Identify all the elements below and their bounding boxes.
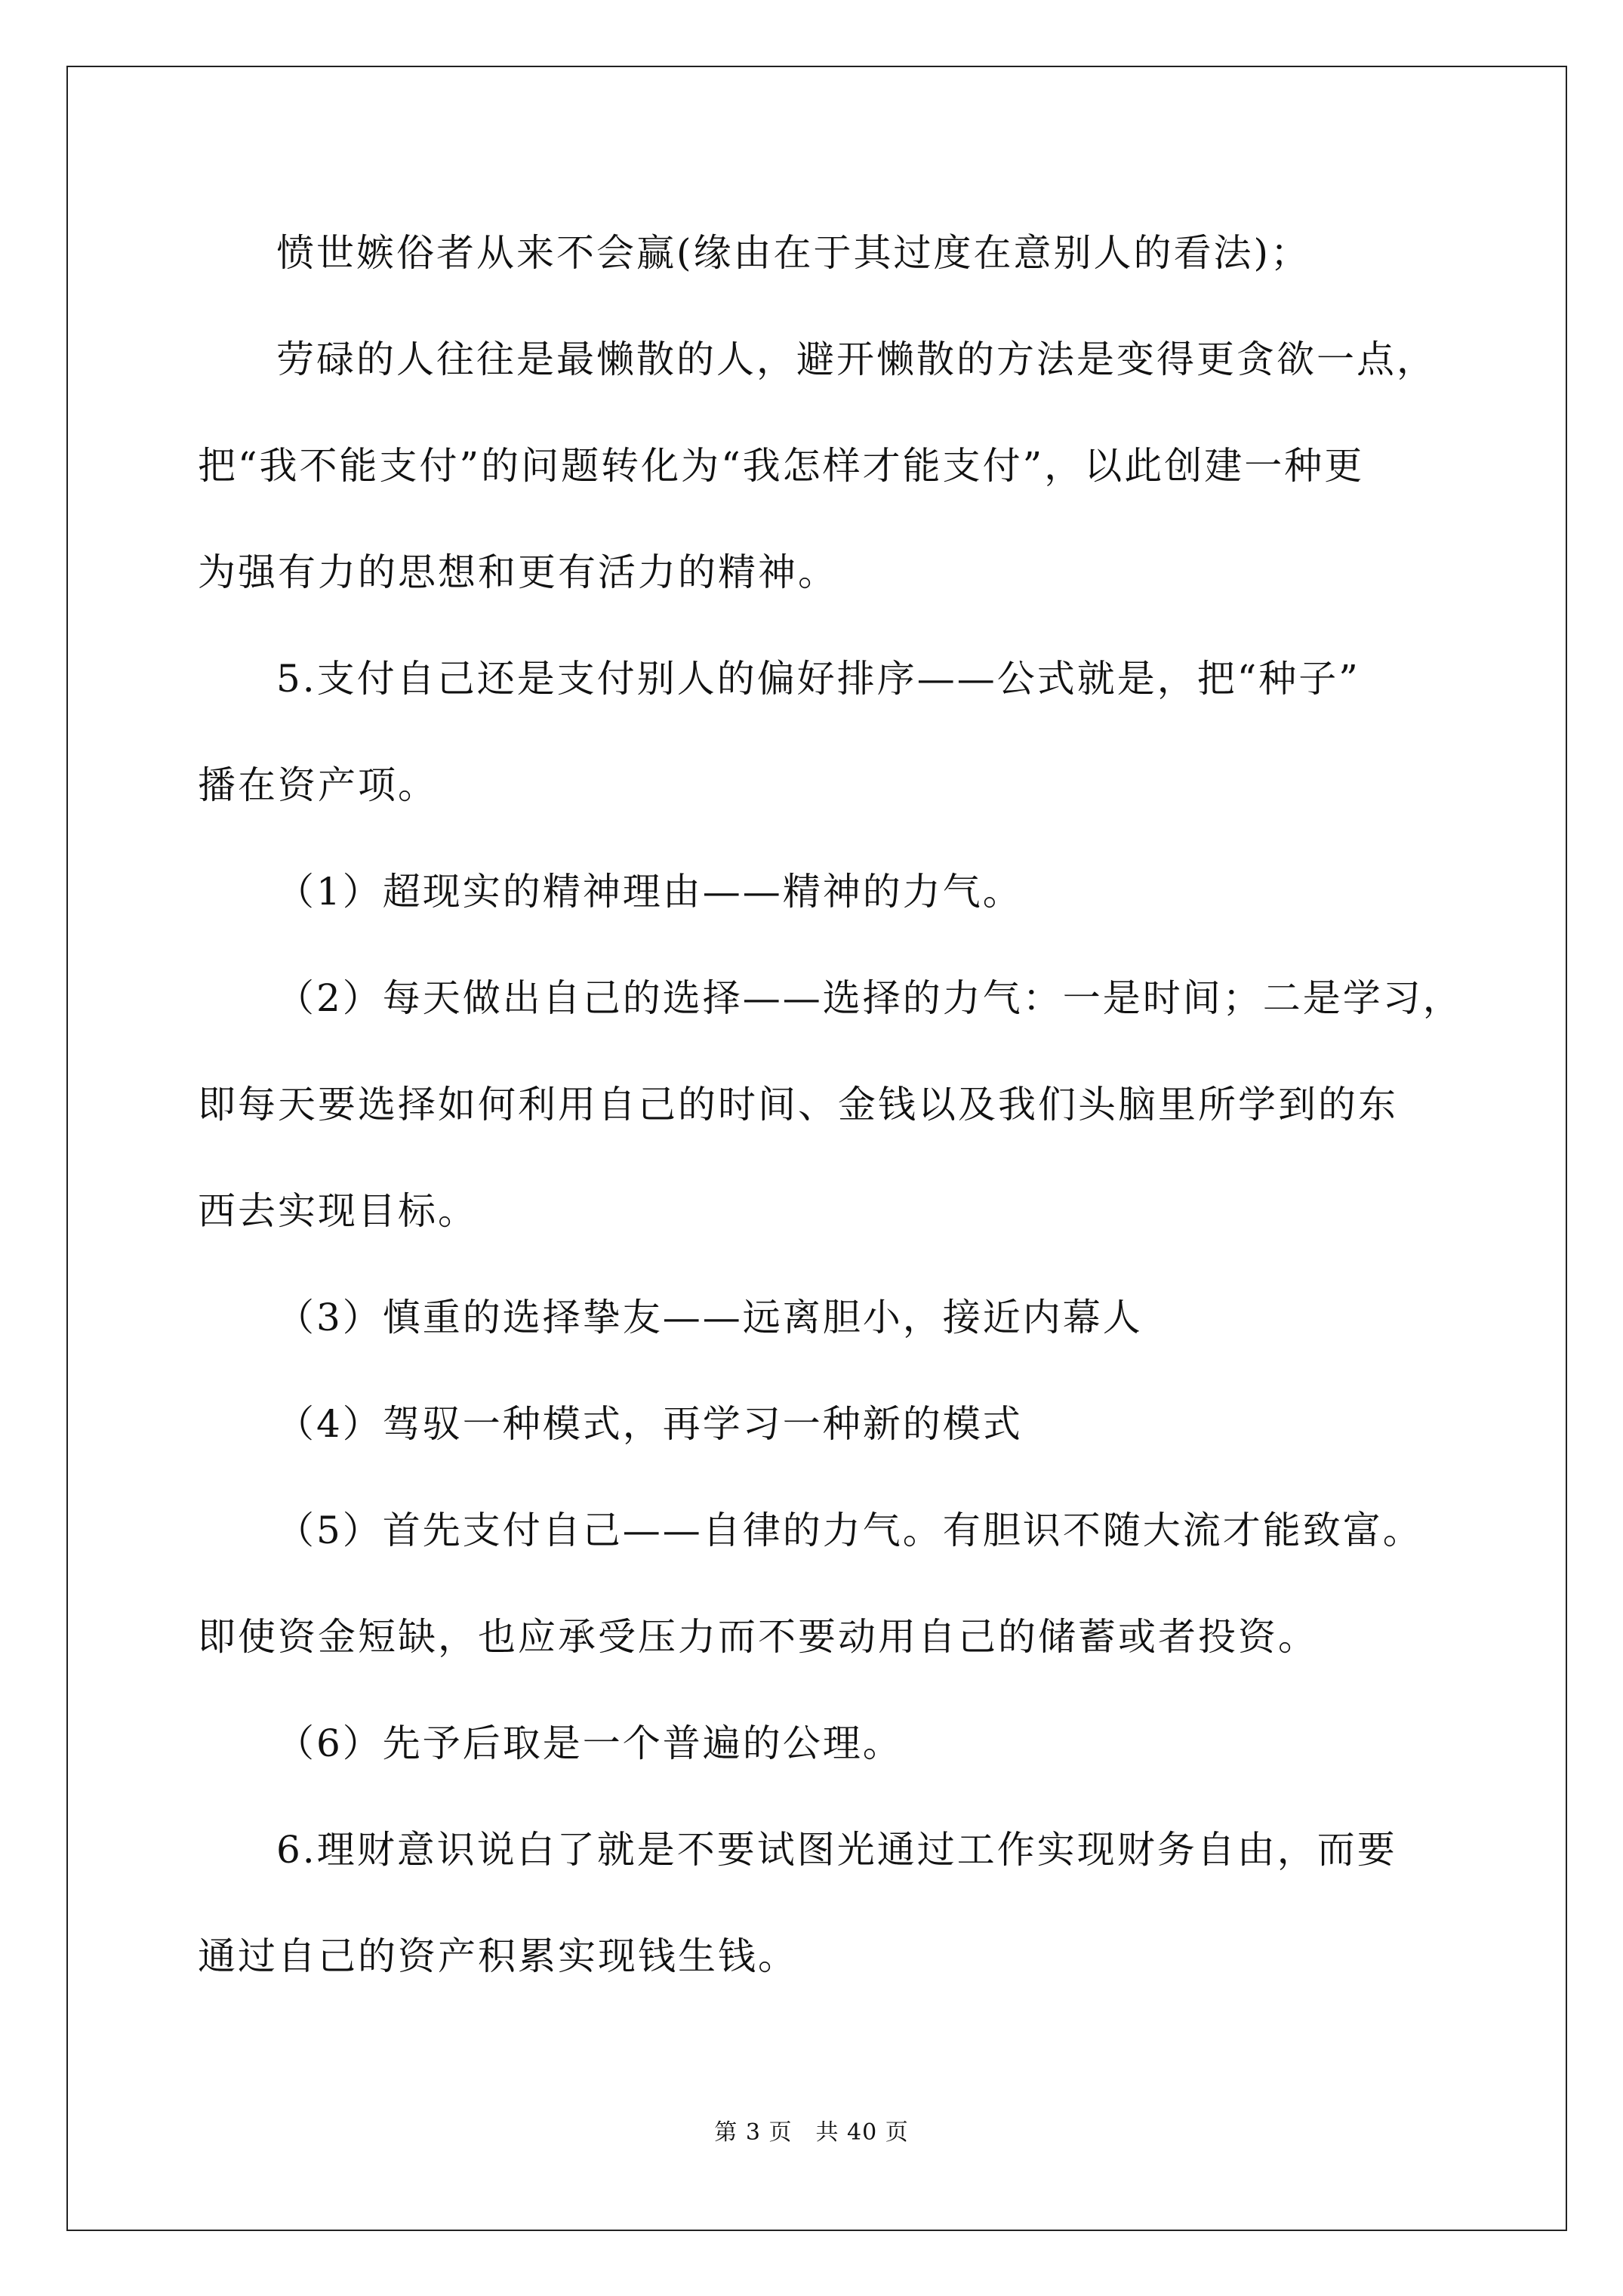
paragraph-line-4: 为强有力的思想和更有活力的精神。 xyxy=(198,550,838,594)
paragraph-line-12: （4）驾驭一种模式，再学习一种新的模式 xyxy=(276,1402,1023,1446)
paragraph-line-10: 西去实现目标。 xyxy=(198,1189,478,1233)
paragraph-line-7: （1）超现实的精神理由——精神的力气。 xyxy=(276,870,1023,914)
paragraph-line-3: 把“我不能支付”的问题转化为“我怎样才能支付”，以此创建一种更 xyxy=(198,444,1365,488)
paragraph-line-14: 即使资金短缺，也应承受压力而不要动用自己的储蓄或者投资。 xyxy=(198,1615,1318,1659)
paragraph-line-2: 劳碌的人往往是最懒散的人，避开懒散的方法是变得更贪欲一点， xyxy=(276,337,1437,381)
paragraph-line-13: （5）首先支付自己——自律的力气。有胆识不随大流才能致富。 xyxy=(276,1509,1423,1552)
page-border xyxy=(66,66,1567,2231)
paragraph-line-1: 愤世嫉俗者从来不会赢(缘由在于其过度在意别人的看法)； xyxy=(276,231,1311,275)
paragraph-line-15: （6）先予后取是一个普遍的公理。 xyxy=(276,1721,903,1765)
paragraph-line-5: 5.支付自己还是支付别人的偏好排序——公式就是，把“种子” xyxy=(276,657,1360,701)
paragraph-line-16: 6.理财意识说白了就是不要试图光通过工作实现财务自由，而要 xyxy=(276,1828,1397,1872)
paragraph-line-9: 即每天要选择如何利用自己的时间、金钱以及我们头脑里所学到的东 xyxy=(198,1083,1398,1126)
paragraph-line-6: 播在资产项。 xyxy=(198,763,438,807)
page-number-footer: 第 3 页 共 40 页 xyxy=(714,2119,909,2146)
paragraph-line-8: （2）每天做出自己的选择——选择的力气：一是时间；二是学习， xyxy=(276,976,1463,1020)
paragraph-line-17: 通过自己的资产积累实现钱生钱。 xyxy=(198,1934,798,1978)
paragraph-line-11: （3）慎重的选择挚友——远离胆小，接近内幕人 xyxy=(276,1296,1143,1339)
